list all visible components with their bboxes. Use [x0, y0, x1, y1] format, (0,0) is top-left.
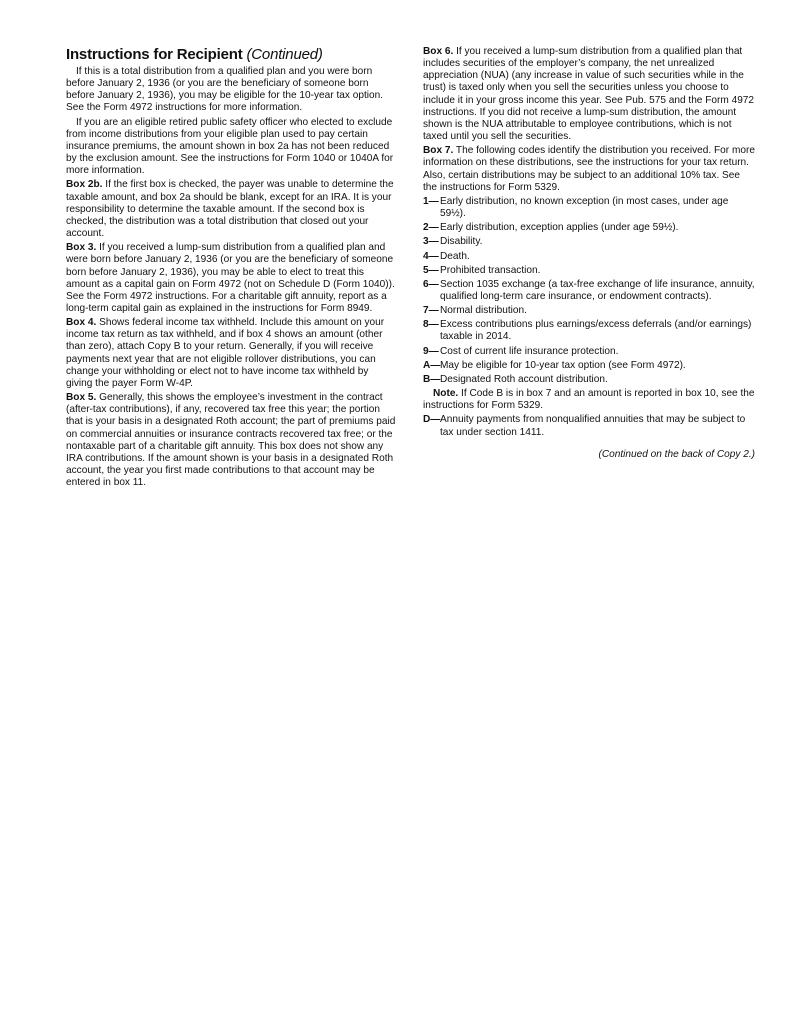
title-main: Instructions for Recipient: [66, 46, 243, 63]
box-6-instructions: [423, 46, 755, 143]
note-code-b: [423, 388, 755, 412]
code-key: 7: [423, 305, 429, 317]
code-key: 3: [423, 236, 429, 248]
code-text: Death.: [440, 250, 470, 262]
paragraph-ten-year-option: If this is a total distribution from a qualified plan and you were born before January 2, 1936 (or you are the beneficiary of someone born before January 2, 1936), you may be eligible for the 10-year tax option. See the Form 4972 instructions for more information.: [66, 66, 384, 114]
code-dash: —: [430, 359, 441, 371]
box-4-instructions: [66, 317, 396, 390]
distribution-code-item: [423, 251, 755, 263]
box-3-text: If you received a lump-sum distribution from a qualified plan and were born before January 2, 1936 (or you are the beneficiary of someone born before January 2, 1936), you may be able to elect to treat this amount as a capital gain on Form 4972 (not on Schedule D (Form 1040)). See the Form 4972 instructions. For a charitable gift annuity, report as a long-term capital gain as explained in the instructions for Form 8949.: [66, 242, 395, 314]
code-dash: —: [428, 319, 439, 331]
code-key: A: [423, 359, 431, 371]
code-text: Excess contributions plus earnings/excess deferrals (and/or earnings) taxable in 2014.: [440, 319, 752, 343]
box-2b-instructions: [66, 179, 396, 240]
code-dash: —: [428, 250, 439, 262]
code-dash: —: [428, 236, 439, 248]
box-7-label: Box 7.: [423, 145, 454, 157]
box-3-instructions: [66, 242, 396, 315]
distribution-code-item: [423, 319, 755, 343]
right-column: [423, 46, 755, 463]
distribution-code-item: [423, 374, 755, 386]
note-text: If Code B is in box 7 and an amount is reported in box 10, see the instructions for Form 5329.: [423, 388, 755, 412]
distribution-code-item: [423, 265, 755, 277]
distribution-code-list: [423, 196, 755, 386]
distribution-code-item: [423, 279, 755, 303]
box-4-text: Shows federal income tax withheld. Include this amount on your income tax return as tax withheld, and if box 4 shows an amount (other than zero), attach Copy B to your return. Generally, if you will receive payments next year that are not eligible rollover distributions, you can change your withholding or elect not to have income tax withheld by giving the payer Form W-4P.: [66, 317, 385, 389]
code-key: B: [423, 373, 431, 385]
code-key: 5: [423, 264, 429, 276]
code-text: Annuity payments from nonqualified annuities that may be subject to tax under section 1411.: [440, 414, 746, 438]
code-text: Section 1035 exchange (a tax-free exchange of life insurance, annuity, qualified long-term care insurance, or endowment contracts).: [440, 278, 755, 302]
code-key: 2: [423, 222, 429, 234]
code-dash: —: [428, 264, 439, 276]
note-label: Note.: [433, 388, 459, 400]
box-7-instructions: [423, 145, 755, 194]
distribution-code-item: [423, 236, 755, 248]
code-key: D: [423, 414, 431, 426]
distribution-code-item: [423, 360, 755, 372]
box-2b-text: If the first box is checked, the payer was unable to determine the taxable amount, and box 2a should be blank, except for an IRA. It is your responsibility to determine the taxable amount. If the second box is checked, the distribution was a total distribution that closed out your account.: [66, 179, 394, 240]
box-7-text: The following codes identify the distribution you received. For more information on these distributions, see the instructions for your tax return. Also, certain distributions may be subject to an additional 10% tax. See the instructions for Form 5329.: [423, 145, 755, 193]
code-text: Prohibited transaction.: [440, 264, 541, 276]
code-text: May be eligible for 10-year tax option (see Form 4972).: [440, 359, 686, 371]
code-dash: —: [430, 414, 441, 426]
code-dash: —: [428, 222, 439, 234]
code-text: Designated Roth account distribution.: [440, 373, 608, 385]
distribution-code-item-d: [423, 414, 755, 438]
title-continued: (Continued): [246, 46, 323, 63]
distribution-code-item: [423, 305, 755, 317]
box-5-instructions: [66, 392, 396, 489]
paragraph-public-safety-officer: If you are an eligible retired public safety officer who elected to exclude from income distributions from your eligible plan used to pay certain insurance premiums, the amount shown in box 2a has not been reduced by the exclusion amount. See the instructions for Form 1040 or 1040A for more information.: [66, 116, 394, 177]
code-key: 1: [423, 195, 429, 207]
code-key: 4: [423, 250, 429, 262]
continued-note: (Continued on the back of Copy 2.): [598, 448, 755, 460]
code-text: Normal distribution.: [440, 305, 527, 317]
code-key: 8: [423, 319, 429, 331]
code-text: Cost of current life insurance protection.: [440, 345, 619, 357]
code-dash: —: [428, 278, 439, 290]
code-dash: —: [428, 305, 439, 317]
distribution-code-item: [423, 222, 755, 234]
code-text: Early distribution, no known exception (in most cases, under age 59½).: [440, 195, 729, 220]
code-text: Disability.: [440, 236, 483, 248]
code-dash: —: [428, 345, 439, 357]
box-5-text: Generally, this shows the employee’s investment in the contract (after-tax contributions), if any, recovered tax free this year; the portion that is your basis in a designated Roth account; the part of premiums paid on commercial annuities or insurance contracts recovered tax free; or the nontaxable part of a charitable gift annuity. This box does not show any IRA contributions. If the amount shown is your basis in a designated Roth account, the year you first made contributions to that account may be entered in box 11.: [66, 392, 396, 489]
box-3-label: Box 3.: [66, 242, 97, 254]
code-key: 6: [423, 278, 429, 290]
box-6-label: Box 6.: [423, 46, 454, 57]
box-6-text: If you received a lump-sum distribution from a qualified plan that includes securities of the employer’s company, the net unrealized appreciation (NUA) (any increase in value of such securities while in the trust) is taxed only when you sell the securities unless you choose to include it in your gross income this year. See Pub. 575 and the Form 4972 instructions. If you did not receive a lump-sum distribution, the amount shown is the NUA attributable to employee contributions, which is not taxed until you sell the securities.: [423, 46, 755, 143]
box-4-label: Box 4.: [66, 317, 97, 329]
code-dash: —: [430, 373, 441, 385]
code-text: Early distribution, exception applies (under age 59½).: [440, 222, 679, 234]
distribution-code-item: [423, 196, 755, 220]
code-dash: —: [428, 195, 439, 207]
page-title: [66, 46, 396, 64]
distribution-code-item: [423, 346, 755, 358]
box-2b-label: Box 2b.: [66, 179, 103, 191]
left-column: [66, 46, 396, 491]
box-5-label: Box 5.: [66, 392, 97, 404]
code-key: 9: [423, 345, 429, 357]
